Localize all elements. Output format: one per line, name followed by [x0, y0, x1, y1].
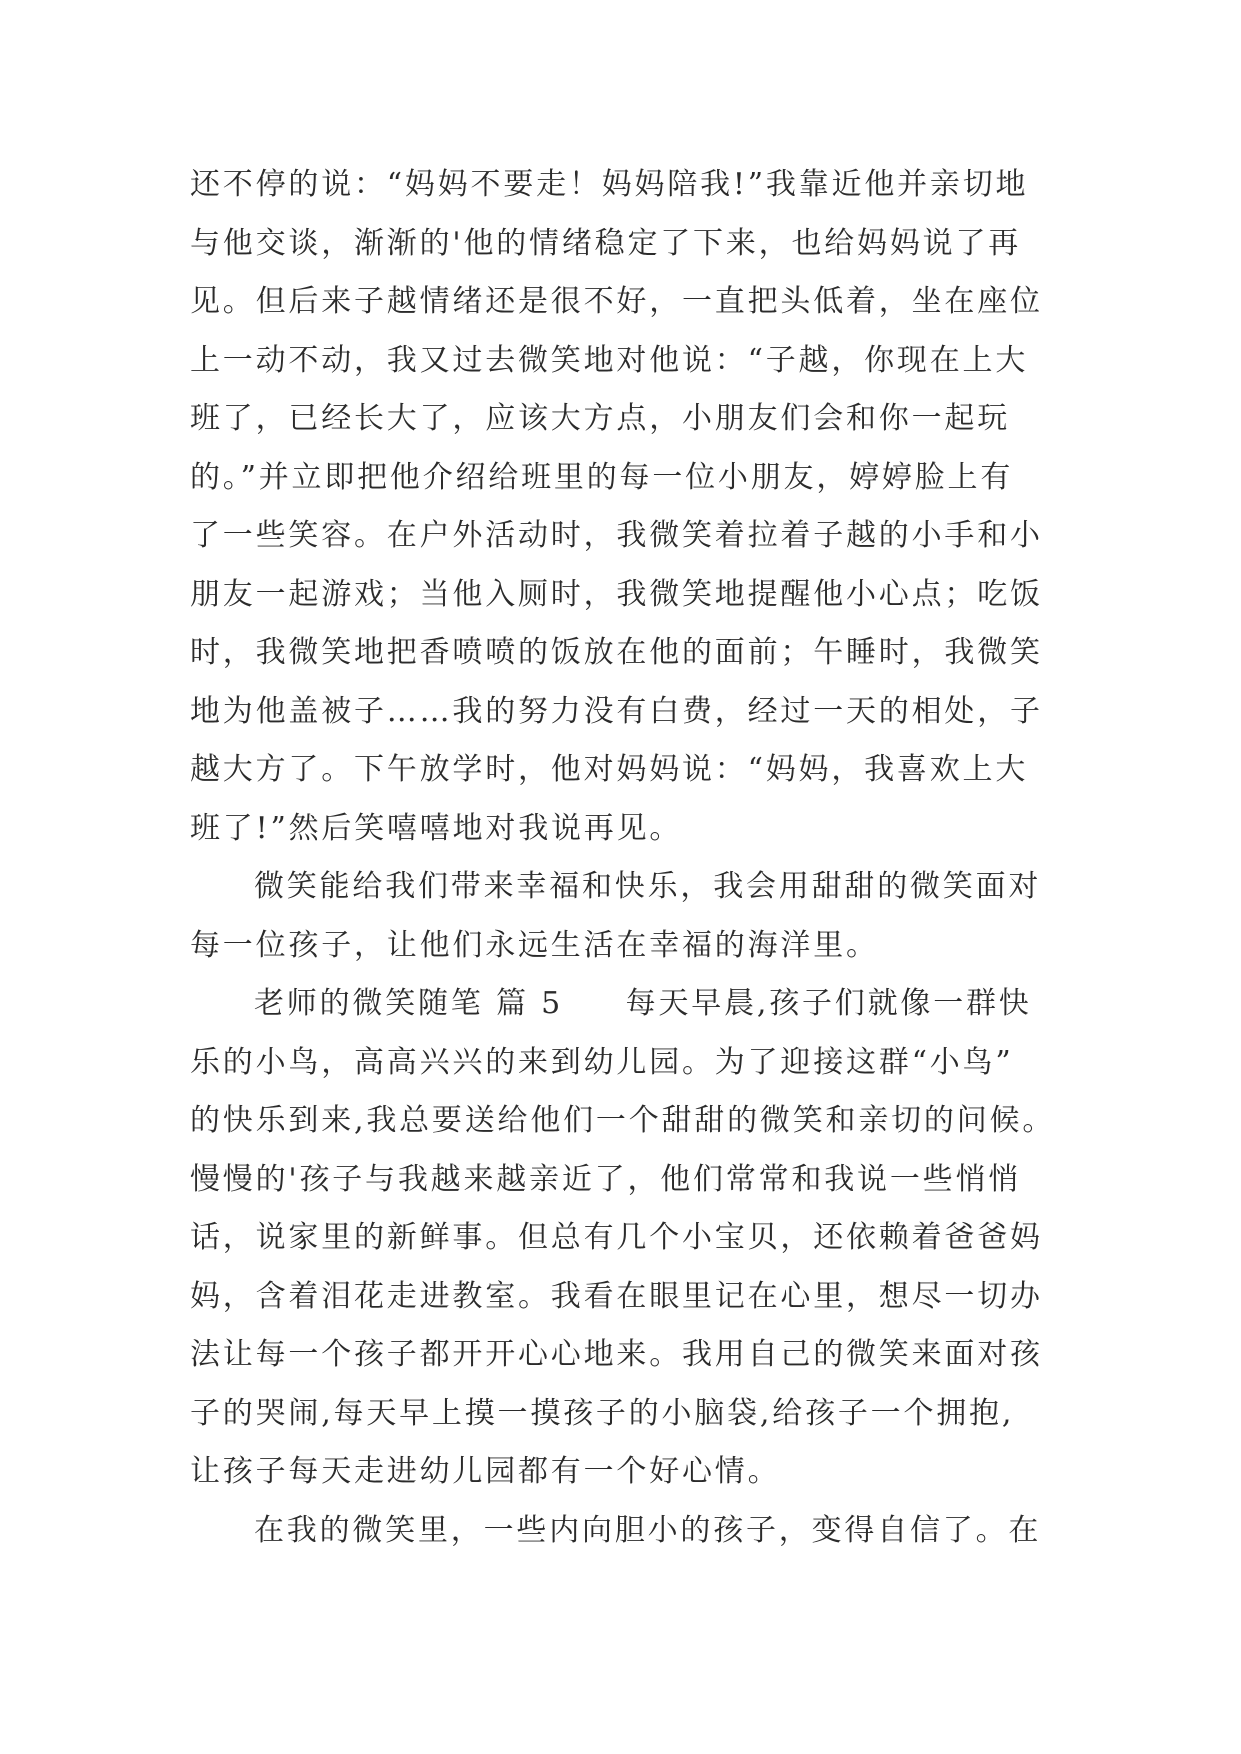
text-line: 班了!”然后笑嘻嘻地对我说再见。 — [190, 810, 683, 846]
text-line: 朋友一起游戏；当他入厕时，我微笑地提醒他小心点；吃饭 — [190, 576, 1043, 612]
text-line: 上一动不动，我又过去微笑地对他说：“子越，你现在上大 — [190, 342, 1029, 378]
text-line: 话，说家里的新鲜事。但总有几个小宝贝，还依赖着爸爸妈 — [190, 1220, 1043, 1255]
text-line: 班了，已经长大了，应该大方点，小朋友们会和你一起玩 — [190, 401, 1010, 436]
text-line: 子的哭闹,每天早上摸一摸孩子的小脑袋,给孩子一个拥抱, — [190, 1395, 1015, 1431]
text-line: 乐的小鸟，高高兴兴的来到幼儿园。为了迎接这群“小鸟” — [190, 1044, 1014, 1080]
text-line: 时，我微笑地把香喷喷的饭放在他的面前；午睡时，我微笑 — [190, 635, 1043, 670]
text-line: 与他交谈，渐渐的'他的情绪稳定了下来，也给妈妈说了再 — [190, 225, 1022, 261]
document-body — [190, 156, 1056, 1560]
paragraph-first-line: 微笑能给我们带来幸福和快乐，我会用甜甜的微笑面对 — [254, 869, 1042, 904]
section-title: 老师的微笑随笔 — [254, 986, 484, 1021]
text-line: 法让每一个孩子都开开心心地来。我用自己的微笑来面对孩 — [190, 1337, 1043, 1372]
text-line: 每一位孩子，让他们永远生活在幸福的海洋里。 — [190, 927, 879, 963]
text-line: 的。”并立即把他介绍给班里的每一位小朋友，婷婷脸上有 — [190, 459, 1014, 495]
section-number: 篇 5 — [495, 986, 563, 1021]
text-line: 越大方了。下午放学时，他对妈妈说：“妈妈，我喜欢上大 — [190, 752, 1029, 787]
text-line: 妈，含着泪花走进教室。我看在眼里记在心里，想尽一切办 — [190, 1278, 1043, 1314]
section-heading-line — [190, 975, 1050, 1034]
text-line: 见。但后来子越情绪还是很不好，一直把头低着，坐在座位 — [190, 284, 1043, 319]
text-line: 的快乐到来,我总要送给他们一个甜甜的微笑和亲切的问候。 — [190, 1103, 1056, 1138]
text-line: 让孩子每天走进幼儿园都有一个好心情。 — [190, 1454, 781, 1489]
text-line: 了一些笑容。在户外活动时，我微笑着拉着子越的小手和小 — [190, 518, 1043, 553]
paragraph-first-line: 在我的微笑里，一些内向胆小的孩子，变得自信了。在 — [254, 1512, 1042, 1548]
text-line: 地为他盖被子……我的努力没有白费，经过一天的相处，子 — [190, 693, 1043, 729]
text-line: 慢慢的'孩子与我越来越亲近了，他们常常和我说一些悄悄 — [190, 1161, 1022, 1197]
text-line: 还不停的说：“妈妈不要走！妈妈陪我!”我靠近他并亲切地 — [190, 167, 1029, 202]
section-first-text: 每天早晨,孩子们就像一群快 — [625, 986, 1032, 1021]
